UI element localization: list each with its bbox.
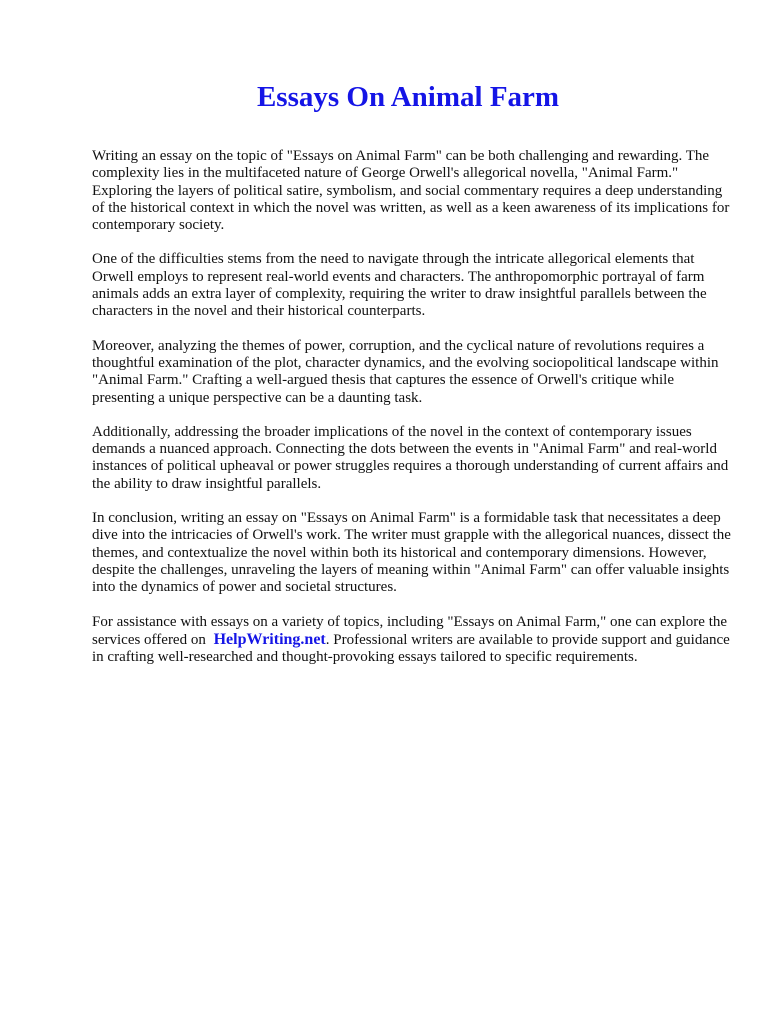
paragraph-2: One of the difficulties stems from the need to navigate through the intricate allegorical elements that Orwell employs to represent real-world events and characters. The anthropomorphic portrayal of farm animals adds an extra layer of complexity, requiring the writer to draw insightful parallels between the characters in the novel and their historical counterparts. [92,251,707,320]
paragraph-6-before-link: For assistance with essays on a variety of topics, including "Essays on Animal Farm," one can explore the services offered on [92,613,728,648]
page-title: Essays On Animal Farm [256,81,560,113]
paragraph-6 [92,614,737,667]
essay-body [92,148,737,683]
paragraph-3: Moreover, analyzing the themes of power, corruption, and the cyclical nature of revolutions requires a thoughtful examination of the plot, character dynamics, and the evolving sociopolitical landscape within "Animal Farm." Crafting a well-argued thesis that captures the essence of Orwell's critique while presenting a unique perspective can be a daunting task. [92,337,719,406]
paragraph-1: Writing an essay on the topic of "Essays on Animal Farm" can be both challenging and rewarding. The complexity lies in the multifaceted nature of George Orwell's allegorical novella, "Animal Farm." Exploring the layers of political satire, symbolism, and social commentary requires a deep understanding of the historical context in which the novel was written, as well as a keen awareness of its implications for contemporary society. [92,148,730,234]
paragraph-6-after-link: . Professional writers are available to provide support and guidance in crafting well-researched and thought-provoking essays tailored to specific requirements. [92,631,730,666]
helpwriting-link[interactable]: HelpWriting.net [213,630,326,648]
paragraph-4: Additionally, addressing the broader implications of the novel in the context of contemporary issues demands a nuanced approach. Connecting the dots between the events in "Animal Farm" and real-world instances of political upheaval or power struggles requires a thorough understanding of current affairs and the ability to draw insightful parallels. [92,423,729,492]
paragraph-5: In conclusion, writing an essay on "Essays on Animal Farm" is a formidable task that necessitates a deep dive into the intricacies of Orwell's work. The writer must grapple with the allegorical nuances, dissect the themes, and contextualize the novel within both its historical and contemporary dimensions. However, despite the challenges, unraveling the layers of meaning within "Animal Farm" can offer valuable insights into the dynamics of power and societal structures. [92,510,731,596]
